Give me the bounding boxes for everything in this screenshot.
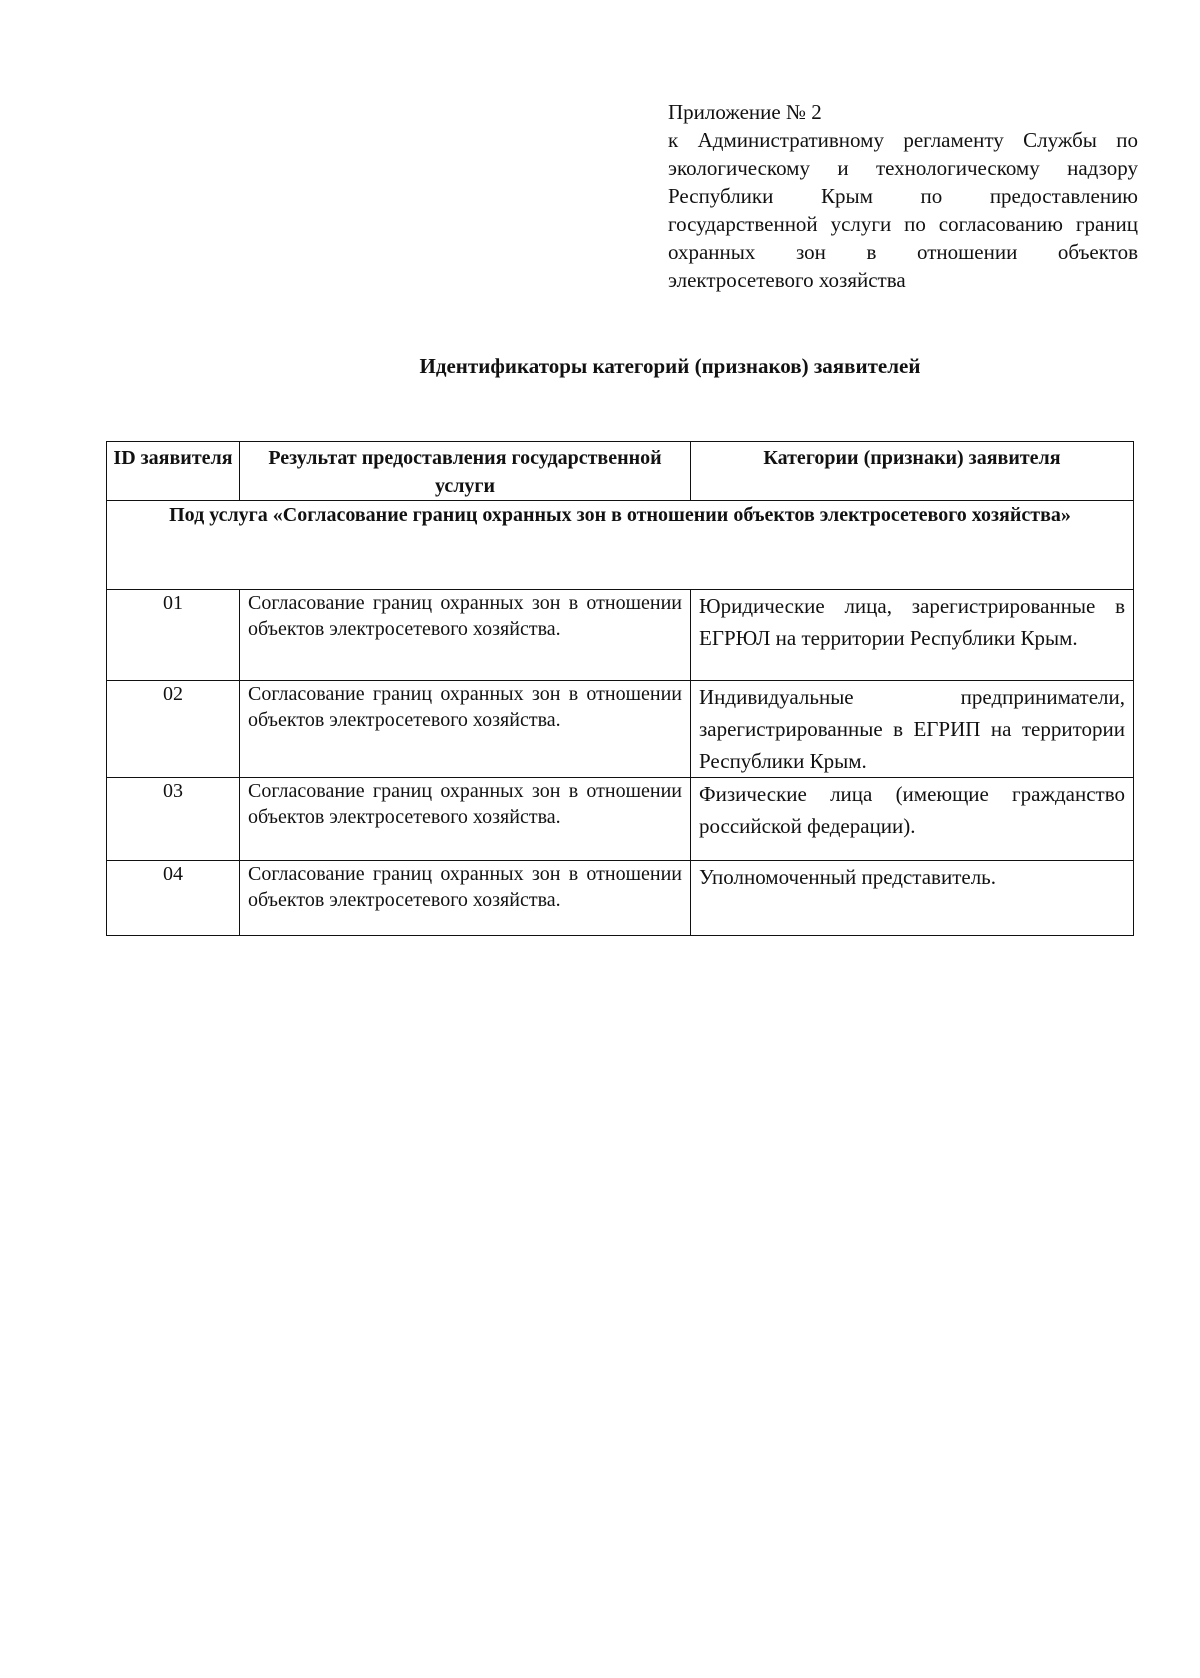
- table-row: [107, 681, 1134, 778]
- table-row: [107, 778, 1134, 861]
- header-id: ID заявителя: [107, 442, 240, 501]
- annex-number: Приложение № 2: [668, 100, 822, 124]
- row-id: 01: [107, 590, 240, 681]
- row-result: Согласование границ охранных зон в отношении объектов электросетевого хозяйства.: [240, 681, 691, 778]
- row-result: Согласование границ охранных зон в отношении объектов электросетевого хозяйства.: [240, 861, 691, 936]
- header-result: Результат предоставления государственной услуги: [240, 442, 691, 501]
- row-id: 04: [107, 861, 240, 936]
- subservice-row: [107, 501, 1134, 590]
- row-result: Согласование границ охранных зон в отношении объектов электросетевого хозяйства.: [240, 590, 691, 681]
- annex-block: [668, 98, 1138, 294]
- table-header-row: [107, 442, 1134, 501]
- row-category: Уполномоченный представитель.: [691, 861, 1134, 936]
- row-category: Юридические лица, зарегистрированные в ЕГРЮЛ на территории Республики Крым.: [691, 590, 1134, 681]
- table-row: [107, 590, 1134, 681]
- document-title: Идентификаторы категорий (признаков) заявителей: [419, 354, 921, 378]
- row-result: Согласование границ охранных зон в отношении объектов электросетевого хозяйства.: [240, 778, 691, 861]
- header-category: Категории (признаки) заявителя: [691, 442, 1134, 501]
- row-id: 03: [107, 778, 240, 861]
- applicant-identifiers-table: [106, 441, 1134, 936]
- row-id: 02: [107, 681, 240, 778]
- table-row: [107, 861, 1134, 936]
- row-category: Физические лица (имеющие гражданство российской федерации).: [691, 778, 1134, 861]
- annex-reference-text: к Административному регламенту Службы по экологическому и технологическому надзору Республики Крым по предоставлению государственной услуги по согласованию границ охранных зон в отношении объектов электросетевого хозяйства: [668, 128, 1138, 292]
- subservice-title: Под услуга «Согласование границ охранных зон в отношении объектов электросетевого хозяйства»: [107, 501, 1134, 590]
- row-category: Индивидуальные предприниматели, зарегистрированные в ЕГРИП на территории Республики Крым.: [691, 681, 1134, 778]
